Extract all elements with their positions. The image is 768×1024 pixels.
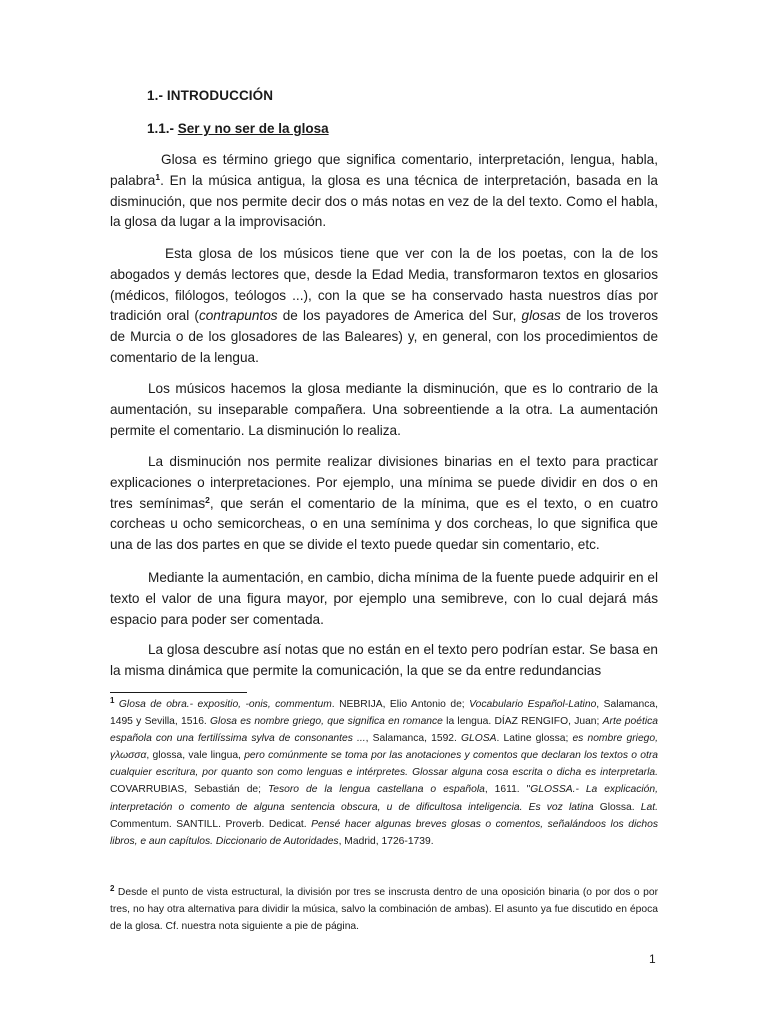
paragraph-3: Los músicos hacemos la glosa mediante la disminución, que es lo contrario de la aumentación, su inseparable compañera. Una sobreentiende a la otra. La aumentación permite el comentario. La disminución lo realiza. (110, 381, 658, 438)
footnote-2-mark: 2 (110, 884, 115, 893)
footnote-1-mark: 1 (110, 696, 115, 705)
subsection-number: 1.1.- (147, 121, 178, 136)
section-heading: 1.- INTRODUCCIÓN (147, 88, 274, 103)
paragraph-1: Glosa es término griego que significa comentario, interpretación, lengua, habla, palabra$^1$. En la música antigua, la glosa es una técnica de interpretación, basada en la disminución, que nos permite decir dos o más notas en vez de la del texto. Como el habla, la glosa da lugar a la improvisación. (110, 152, 658, 230)
footnote-ref-2: 2 (205, 494, 210, 505)
footnote-separator (110, 692, 247, 693)
footnote-1: $^1$ Glosa de obra.- expositio, -onis, commentum. NEBRIJA, Elio Antonio de; Vocabulario Español-Latino, Salamanca, 1495 y Sevilla, 1516. Glosa es nombre griego, que significa en romance la lengua. DÍAZ RENGIFO, Juan; Arte poética española con una fertilíssima sylva de consonantes ..., Salamanca, 1592. GLOSA. Latine glossa; es nombre griego, γλωσσα, glossa, vale lingua, pero comúnmente se toma por las anotaciones y comentos que declaran los textos o otra cualquier escritura, por quanto son como lenguas e intérpretes. Glossar alguna cosa escrita o dicha es interpretarla. COVARRUBIAS, Sebastián de; Tesoro de la lengua castellana o española, 1611. "GLOSSA.- La explicación, interpretación o comento de alguna sentencia obscura, u de dificultosa inteligencia. Es voz latina Glossa. Lat. Commentum. SANTILL. Proverb. Dedicat. Pensé hacer algunas breves glosas o comentos, señalándoos los dichos libros, e aun capítulos. Diccionario de Autoridades, Madrid, 1726-1739. (110, 696, 658, 847)
subsection-heading (147, 121, 329, 136)
paragraph-6: La glosa descubre así notas que no están en el texto pero podrían estar. Se basa en la misma dinámica que permite la comunicación, la que se da entre redundancias (110, 642, 658, 678)
paragraph-2: Esta glosa de los músicos tiene que ver con la de los poetas, con la de los abogados y demás lectores que, desde la Edad Media, transformaron textos en glosarios (médicos, filólogos, teólogos ...), con la que se ha conservado hasta nuestros días por tradición oral (contrapuntos de los payadores de America del Sur, glosas de los troveros de Murcia o de los glosadores de las Baleares) y, en general, con los procedimientos de comentario de la lengua. (110, 246, 658, 365)
paragraph-4: La disminución nos permite realizar divisiones binarias en el texto para practicar explicaciones o interpretaciones. Por ejemplo, una mínima se puede dividir en dos o en tres semínimas$^2$, que serán el comentario de la mínima, que es el texto, o en cuatro corcheas u ocho semicorcheas, o en una semínima y dos corcheas, lo que significa que una de las dos partes en que se divide el texto puede quedar sin comentario, etc. (110, 454, 658, 553)
footnote-ref-1: 1 (155, 171, 161, 182)
footnote-2: $^2$ Desde el punto de vista estructural, la división por tres se inscrusta dentro de una oposición binaria (o por dos o por tres, no hay otra alternativa para dividir la música, salvo la combinación de ambas). El asunto ya fue discutido en época de la glosa. Cf. nuestra nota siguiente a pie de página. (110, 884, 658, 933)
paragraph-5: Mediante la aumentación, en cambio, dicha mínima de la fuente puede adquirir en el texto el valor de una figura mayor, por ejemplo una semibreve, con lo cual dejará más espacio para poder ser comentada. (110, 570, 658, 627)
page-number: 1 (649, 952, 656, 966)
subsection-title: Ser y no ser de la glosa (177, 121, 329, 136)
